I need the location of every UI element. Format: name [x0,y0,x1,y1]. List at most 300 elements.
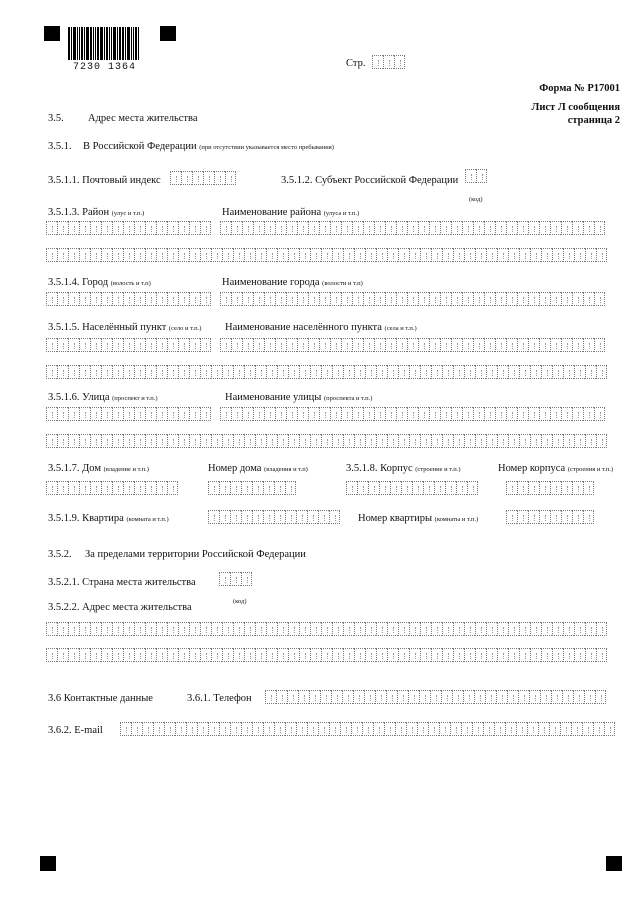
char-cell[interactable] [68,221,79,235]
char-cell[interactable] [386,690,397,704]
char-cell[interactable] [79,407,90,421]
char-cell[interactable] [277,622,288,636]
char-cell[interactable] [79,292,90,306]
char-cell[interactable] [90,221,101,235]
char-cell[interactable] [214,171,225,185]
char-cell[interactable] [563,365,574,379]
char-cell[interactable] [57,648,68,662]
char-cell[interactable] [357,481,368,495]
char-cell[interactable] [439,722,450,736]
char-cell[interactable] [255,622,266,636]
char-cell[interactable] [222,365,233,379]
char-cell[interactable] [398,248,409,262]
char-cell[interactable] [266,365,277,379]
char-cell[interactable] [244,365,255,379]
char-cell[interactable] [385,221,396,235]
city-name-field[interactable] [220,292,605,306]
char-cell[interactable] [419,690,430,704]
char-cell[interactable] [189,338,200,352]
char-cell[interactable] [288,622,299,636]
char-cell[interactable] [178,292,189,306]
char-cell[interactable] [396,338,407,352]
house-number-field[interactable] [208,481,296,495]
char-cell[interactable] [573,690,584,704]
char-cell[interactable] [57,481,68,495]
char-cell[interactable] [462,338,473,352]
char-cell[interactable] [46,221,57,235]
char-cell[interactable] [134,622,145,636]
char-cell[interactable] [46,434,57,448]
char-cell[interactable] [550,221,561,235]
char-cell[interactable] [541,622,552,636]
char-cell[interactable] [464,648,475,662]
char-cell[interactable] [332,648,343,662]
char-cell[interactable] [253,407,264,421]
char-cell[interactable] [156,481,167,495]
char-cell[interactable] [517,407,528,421]
char-cell[interactable] [145,407,156,421]
char-cell[interactable] [189,248,200,262]
char-cell[interactable] [145,248,156,262]
char-cell[interactable] [178,434,189,448]
char-cell[interactable] [519,365,530,379]
char-cell[interactable] [220,292,231,306]
char-cell[interactable] [517,221,528,235]
char-cell[interactable] [319,338,330,352]
char-cell[interactable] [321,648,332,662]
char-cell[interactable] [178,338,189,352]
char-cell[interactable] [57,292,68,306]
char-cell[interactable] [486,365,497,379]
char-cell[interactable] [297,221,308,235]
char-cell[interactable] [164,722,175,736]
char-cell[interactable] [571,722,582,736]
char-cell[interactable] [595,690,606,704]
char-cell[interactable] [420,248,431,262]
building-number-field[interactable] [506,481,594,495]
char-cell[interactable] [156,292,167,306]
char-cell[interactable] [142,722,153,736]
char-cell[interactable] [398,648,409,662]
char-cell[interactable] [186,722,197,736]
char-cell[interactable] [442,365,453,379]
char-cell[interactable] [200,407,211,421]
char-cell[interactable] [442,434,453,448]
char-cell[interactable] [365,365,376,379]
char-cell[interactable] [518,690,529,704]
char-cell[interactable] [398,365,409,379]
char-cell[interactable] [68,481,79,495]
char-cell[interactable] [552,648,563,662]
char-cell[interactable] [563,248,574,262]
char-cell[interactable] [90,622,101,636]
char-cell[interactable] [365,248,376,262]
char-cell[interactable] [145,481,156,495]
char-cell[interactable] [231,407,242,421]
char-cell[interactable] [440,292,451,306]
char-cell[interactable] [463,690,474,704]
char-cell[interactable] [484,292,495,306]
char-cell[interactable] [528,481,539,495]
char-cell[interactable] [230,510,241,524]
char-cell[interactable] [219,510,230,524]
char-cell[interactable] [519,648,530,662]
char-cell[interactable] [123,622,134,636]
char-cell[interactable] [486,622,497,636]
char-cell[interactable] [508,248,519,262]
char-cell[interactable] [277,365,288,379]
char-cell[interactable] [332,434,343,448]
char-cell[interactable] [561,510,572,524]
char-cell[interactable] [46,622,57,636]
char-cell[interactable] [222,622,233,636]
char-cell[interactable] [230,722,241,736]
char-cell[interactable] [276,690,287,704]
char-cell[interactable] [354,622,365,636]
char-cell[interactable] [506,292,517,306]
char-cell[interactable] [275,338,286,352]
char-cell[interactable] [252,510,263,524]
char-cell[interactable] [112,338,123,352]
char-cell[interactable] [134,221,145,235]
char-cell[interactable] [90,292,101,306]
char-cell[interactable] [572,292,583,306]
char-cell[interactable] [517,292,528,306]
char-cell[interactable] [583,481,594,495]
char-cell[interactable] [407,338,418,352]
char-cell[interactable] [484,338,495,352]
char-cell[interactable] [242,338,253,352]
char-cell[interactable] [167,248,178,262]
char-cell[interactable] [476,169,487,183]
char-cell[interactable] [321,365,332,379]
char-cell[interactable] [343,648,354,662]
char-cell[interactable] [241,481,252,495]
char-cell[interactable] [244,648,255,662]
char-cell[interactable] [596,248,607,262]
char-cell[interactable] [530,365,541,379]
char-cell[interactable] [123,221,134,235]
char-cell[interactable] [343,365,354,379]
char-cell[interactable] [68,338,79,352]
char-cell[interactable] [420,434,431,448]
char-cell[interactable] [57,622,68,636]
char-cell[interactable] [68,292,79,306]
char-cell[interactable] [255,434,266,448]
char-cell[interactable] [465,169,476,183]
char-cell[interactable] [506,338,517,352]
char-cell[interactable] [560,722,571,736]
char-cell[interactable] [363,338,374,352]
char-cell[interactable] [453,248,464,262]
char-cell[interactable] [385,407,396,421]
char-cell[interactable] [462,407,473,421]
char-cell[interactable] [583,292,594,306]
char-cell[interactable] [134,365,145,379]
char-cell[interactable] [330,338,341,352]
char-cell[interactable] [220,221,231,235]
char-cell[interactable] [57,221,68,235]
char-cell[interactable] [211,434,222,448]
char-cell[interactable] [474,690,485,704]
char-cell[interactable] [365,622,376,636]
char-cell[interactable] [134,292,145,306]
char-cell[interactable] [310,648,321,662]
char-cell[interactable] [307,722,318,736]
char-cell[interactable] [550,481,561,495]
char-cell[interactable] [266,622,277,636]
char-cell[interactable] [418,338,429,352]
char-cell[interactable] [450,722,461,736]
char-cell[interactable] [299,622,310,636]
char-cell[interactable] [418,221,429,235]
char-cell[interactable] [506,407,517,421]
char-cell[interactable] [497,365,508,379]
char-cell[interactable] [398,434,409,448]
char-cell[interactable] [596,365,607,379]
char-cell[interactable] [396,221,407,235]
char-cell[interactable] [387,434,398,448]
char-cell[interactable] [145,292,156,306]
char-cell[interactable] [594,221,605,235]
char-cell[interactable] [330,407,341,421]
char-cell[interactable] [418,407,429,421]
char-cell[interactable] [561,292,572,306]
char-cell[interactable] [101,648,112,662]
page-number-field[interactable] [372,55,405,69]
char-cell[interactable] [46,648,57,662]
char-cell[interactable] [452,690,463,704]
char-cell[interactable] [486,248,497,262]
char-cell[interactable] [197,722,208,736]
char-cell[interactable] [321,248,332,262]
char-cell[interactable] [398,622,409,636]
char-cell[interactable] [572,221,583,235]
char-cell[interactable] [57,407,68,421]
char-cell[interactable] [539,221,550,235]
char-cell[interactable] [346,481,357,495]
char-cell[interactable] [170,171,181,185]
char-cell[interactable] [497,622,508,636]
char-cell[interactable] [222,248,233,262]
char-cell[interactable] [409,622,420,636]
char-cell[interactable] [562,690,573,704]
char-cell[interactable] [517,338,528,352]
char-cell[interactable] [101,407,112,421]
char-cell[interactable] [241,572,252,586]
char-cell[interactable] [445,481,456,495]
char-cell[interactable] [467,481,478,495]
char-cell[interactable] [461,722,472,736]
char-cell[interactable] [211,648,222,662]
char-cell[interactable] [550,338,561,352]
char-cell[interactable] [583,338,594,352]
char-cell[interactable] [167,481,178,495]
char-cell[interactable] [431,248,442,262]
char-cell[interactable] [464,434,475,448]
char-cell[interactable] [321,434,332,448]
char-cell[interactable] [101,481,112,495]
char-cell[interactable] [552,248,563,262]
char-cell[interactable] [551,690,562,704]
char-cell[interactable] [585,434,596,448]
char-cell[interactable] [57,338,68,352]
char-cell[interactable] [79,622,90,636]
char-cell[interactable] [495,407,506,421]
char-cell[interactable] [112,292,123,306]
char-cell[interactable] [541,648,552,662]
char-cell[interactable] [68,434,79,448]
char-cell[interactable] [296,722,307,736]
char-cell[interactable] [409,365,420,379]
char-cell[interactable] [101,338,112,352]
street-name-field[interactable] [220,407,605,421]
char-cell[interactable] [473,338,484,352]
char-cell[interactable] [407,407,418,421]
char-cell[interactable] [178,622,189,636]
char-cell[interactable] [387,648,398,662]
char-cell[interactable] [231,221,242,235]
char-cell[interactable] [189,292,200,306]
char-cell[interactable] [277,248,288,262]
char-cell[interactable] [376,365,387,379]
char-cell[interactable] [540,690,551,704]
char-cell[interactable] [594,338,605,352]
char-cell[interactable] [308,407,319,421]
char-cell[interactable] [584,690,595,704]
char-cell[interactable] [90,365,101,379]
char-cell[interactable] [255,365,266,379]
char-cell[interactable] [145,648,156,662]
char-cell[interactable] [266,648,277,662]
char-cell[interactable] [341,338,352,352]
district-name-field[interactable] [220,221,605,235]
char-cell[interactable] [167,648,178,662]
char-cell[interactable] [496,690,507,704]
char-cell[interactable] [417,722,428,736]
char-cell[interactable] [167,434,178,448]
char-cell[interactable] [585,648,596,662]
char-cell[interactable] [475,648,486,662]
char-cell[interactable] [90,481,101,495]
flat-type-field[interactable] [208,510,340,524]
char-cell[interactable] [145,338,156,352]
char-cell[interactable] [519,248,530,262]
char-cell[interactable] [211,248,222,262]
char-cell[interactable] [134,434,145,448]
char-cell[interactable] [123,365,134,379]
char-cell[interactable] [429,338,440,352]
char-cell[interactable] [287,690,298,704]
char-cell[interactable] [79,365,90,379]
char-cell[interactable] [200,338,211,352]
char-cell[interactable] [340,722,351,736]
char-cell[interactable] [517,481,528,495]
char-cell[interactable] [583,407,594,421]
char-cell[interactable] [265,690,276,704]
char-cell[interactable] [539,338,550,352]
char-cell[interactable] [288,248,299,262]
char-cell[interactable] [145,434,156,448]
char-cell[interactable] [441,690,452,704]
char-cell[interactable] [473,292,484,306]
char-cell[interactable] [318,510,329,524]
char-cell[interactable] [453,434,464,448]
char-cell[interactable] [596,648,607,662]
char-cell[interactable] [200,221,211,235]
char-cell[interactable] [242,292,253,306]
char-cell[interactable] [255,248,266,262]
char-cell[interactable] [242,407,253,421]
char-cell[interactable] [307,510,318,524]
char-cell[interactable] [231,338,242,352]
char-cell[interactable] [263,481,274,495]
flat-number-field[interactable] [506,510,594,524]
char-cell[interactable] [352,292,363,306]
char-cell[interactable] [189,648,200,662]
char-cell[interactable] [594,407,605,421]
char-cell[interactable] [528,292,539,306]
char-cell[interactable] [384,722,395,736]
char-cell[interactable] [123,407,134,421]
char-cell[interactable] [396,407,407,421]
char-cell[interactable] [440,338,451,352]
char-cell[interactable] [365,648,376,662]
char-cell[interactable] [572,510,583,524]
char-cell[interactable] [395,722,406,736]
char-cell[interactable] [368,481,379,495]
char-cell[interactable] [211,622,222,636]
char-cell[interactable] [387,248,398,262]
char-cell[interactable] [472,722,483,736]
char-cell[interactable] [123,481,134,495]
char-cell[interactable] [550,407,561,421]
char-cell[interactable] [374,292,385,306]
char-cell[interactable] [178,407,189,421]
char-cell[interactable] [428,722,439,736]
char-cell[interactable] [167,622,178,636]
country-code-field[interactable] [219,572,252,586]
char-cell[interactable] [561,338,572,352]
char-cell[interactable] [264,221,275,235]
char-cell[interactable] [233,648,244,662]
char-cell[interactable] [178,221,189,235]
char-cell[interactable] [145,622,156,636]
char-cell[interactable] [189,407,200,421]
char-cell[interactable] [200,434,211,448]
char-cell[interactable] [285,510,296,524]
char-cell[interactable] [264,338,275,352]
char-cell[interactable] [364,690,375,704]
char-cell[interactable] [453,365,464,379]
char-cell[interactable] [134,481,145,495]
char-cell[interactable] [167,365,178,379]
char-cell[interactable] [123,248,134,262]
char-cell[interactable] [266,248,277,262]
char-cell[interactable] [464,622,475,636]
settlement-name-field[interactable] [220,338,605,352]
char-cell[interactable] [530,434,541,448]
char-cell[interactable] [456,481,467,495]
char-cell[interactable] [374,221,385,235]
char-cell[interactable] [79,221,90,235]
char-cell[interactable] [319,292,330,306]
char-cell[interactable] [101,292,112,306]
abroad-address-row1[interactable] [46,622,607,636]
char-cell[interactable] [406,722,417,736]
char-cell[interactable] [494,722,505,736]
char-cell[interactable] [390,481,401,495]
